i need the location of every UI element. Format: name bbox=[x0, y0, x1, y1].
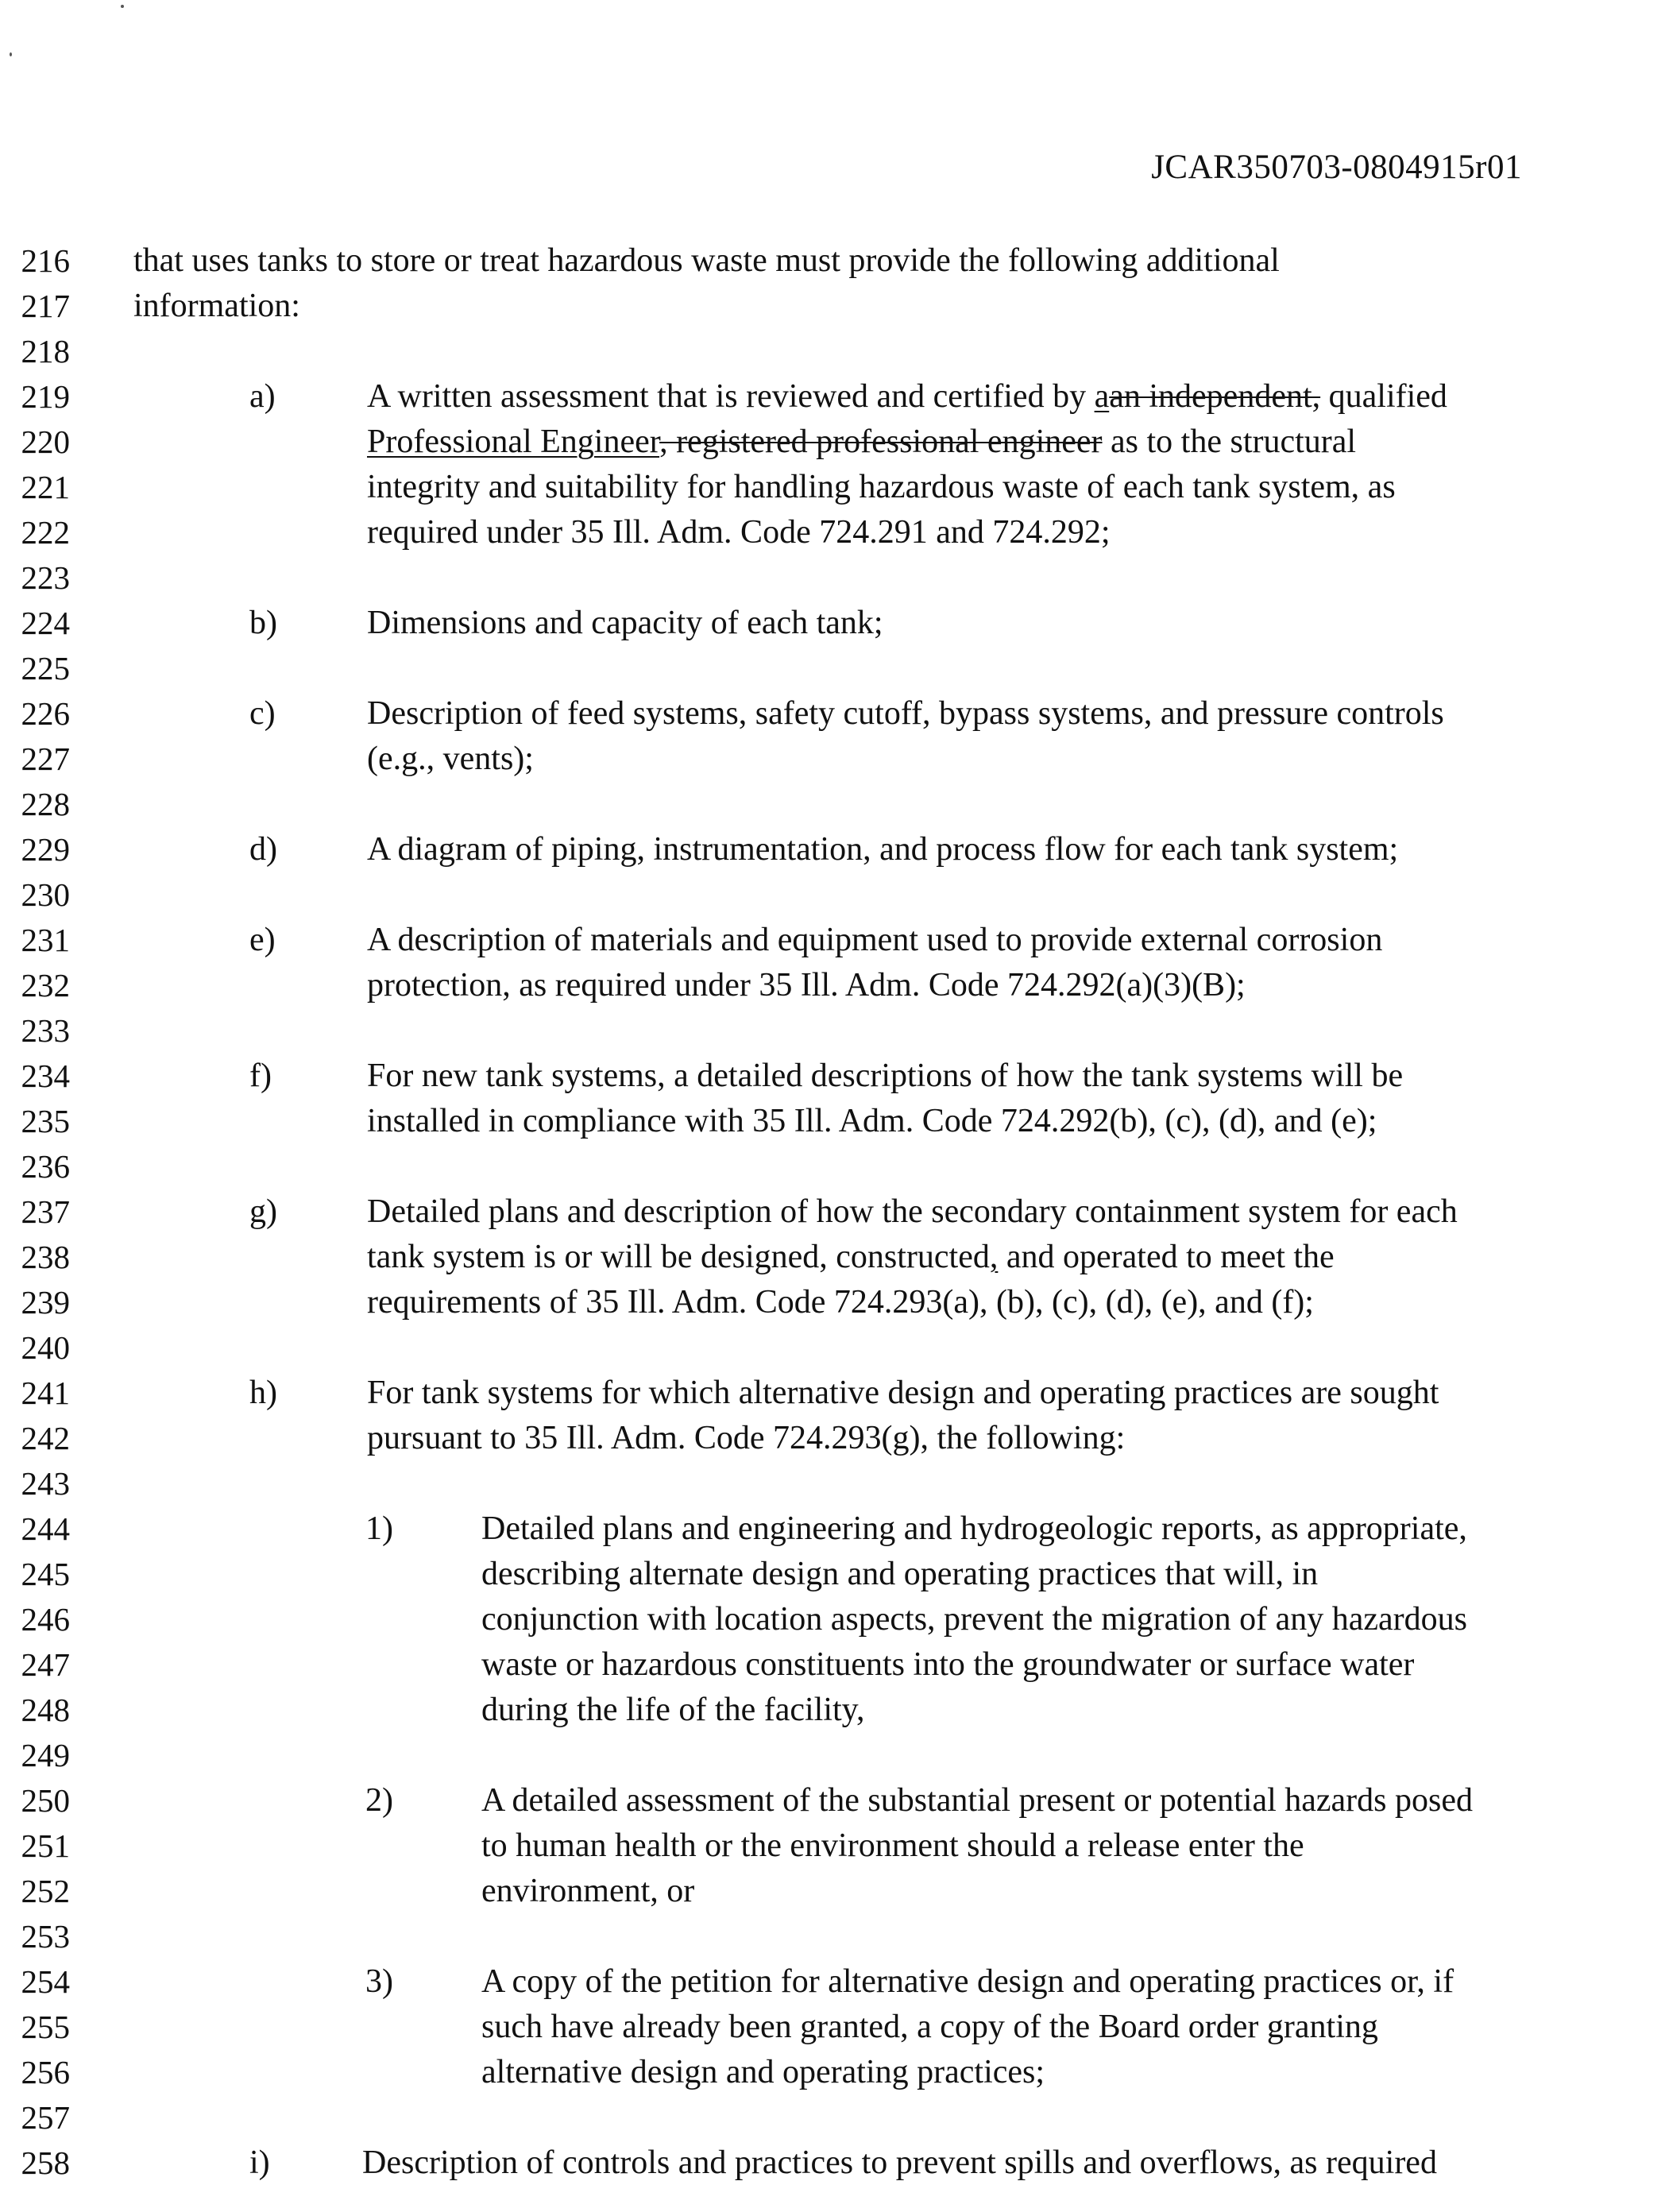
item-a-line: required under 35 Ill. Adm. Code 724.291 and 724.292; bbox=[367, 514, 1111, 551]
subitem-label-1: 1) bbox=[365, 1510, 393, 1547]
item-label-f: f) bbox=[249, 1058, 272, 1094]
line-number: 244 bbox=[21, 1510, 70, 1547]
subitem-1-line: Detailed plans and engineering and hydrogeologic reports, as appropriate, bbox=[481, 1510, 1467, 1547]
line-number: 237 bbox=[21, 1193, 70, 1230]
item-e-line: protection, as required under 35 Ill. Adm. Code 724.292(a)(3)(B); bbox=[367, 967, 1246, 1004]
item-label-i: i) bbox=[249, 2144, 270, 2181]
subitem-label-2: 2) bbox=[365, 1782, 393, 1819]
item-f-line: installed in compliance with 35 Ill. Adm. Code 724.292(b), (c), (d), and (e); bbox=[367, 1103, 1377, 1139]
item-b-line: Dimensions and capacity of each tank; bbox=[367, 605, 883, 641]
document-id: JCAR350703-0804915r01 bbox=[1151, 149, 1522, 186]
line-number: 222 bbox=[21, 514, 70, 551]
subitem-1-line: during the life of the facility, bbox=[481, 1692, 865, 1728]
item-i-line: Description of controls and practices to prevent spills and overflows, as required bbox=[362, 2144, 1437, 2181]
item-g-line: Detailed plans and description of how the secondary containment system for each bbox=[367, 1193, 1458, 1230]
line-number: 243 bbox=[21, 1465, 70, 1502]
line-number: 229 bbox=[21, 831, 70, 868]
item-g-line bbox=[367, 1235, 1335, 1280]
inserted-text: Professional Engineer bbox=[367, 423, 660, 460]
inserted-text: a bbox=[1094, 378, 1110, 415]
inserted-text: , bbox=[989, 1239, 999, 1275]
line-number: 227 bbox=[21, 741, 70, 777]
line-number: 221 bbox=[21, 469, 70, 505]
item-label-h: h) bbox=[249, 1375, 277, 1411]
line-number: 238 bbox=[21, 1239, 70, 1275]
text-run: and operated to meet the bbox=[998, 1239, 1335, 1275]
line-number: 231 bbox=[21, 922, 70, 958]
line-number: 242 bbox=[21, 1420, 70, 1456]
item-label-a: a) bbox=[249, 378, 276, 415]
deleted-text: an independent, bbox=[1109, 378, 1321, 415]
line-number: 249 bbox=[21, 1737, 70, 1773]
line-number: 245 bbox=[21, 1556, 70, 1592]
line-number: 230 bbox=[21, 876, 70, 913]
item-e-line: A description of materials and equipment used to provide external corrosion bbox=[367, 922, 1383, 958]
item-label-g: g) bbox=[249, 1193, 277, 1230]
item-label-c: c) bbox=[249, 695, 276, 732]
line-number: 226 bbox=[21, 695, 70, 732]
subitem-1-line: conjunction with location aspects, prevent the migration of any hazardous bbox=[481, 1601, 1467, 1638]
item-d-line: A diagram of piping, instrumentation, and process flow for each tank system; bbox=[367, 831, 1399, 868]
line-number: 223 bbox=[21, 559, 70, 596]
item-g-line: requirements of 35 Ill. Adm. Code 724.293(a), (b), (c), (d), (e), and (f); bbox=[367, 1284, 1314, 1321]
item-a-line bbox=[367, 420, 1356, 465]
intro-line: information: bbox=[133, 288, 300, 324]
subitem-1-line: waste or hazardous constituents into the groundwater or surface water bbox=[481, 1646, 1415, 1683]
line-number: 233 bbox=[21, 1012, 70, 1049]
line-number: 224 bbox=[21, 605, 70, 641]
line-number: 251 bbox=[21, 1827, 70, 1864]
item-c-line: (e.g., vents); bbox=[367, 741, 534, 777]
line-number: 216 bbox=[21, 242, 70, 279]
item-label-d: d) bbox=[249, 831, 277, 868]
line-number: 257 bbox=[21, 2099, 70, 2136]
item-label-b: b) bbox=[249, 605, 277, 641]
line-number: 258 bbox=[21, 2144, 70, 2181]
line-number: 253 bbox=[21, 1918, 70, 1955]
line-number: 255 bbox=[21, 2009, 70, 2045]
line-number: 241 bbox=[21, 1375, 70, 1411]
line-number: 246 bbox=[21, 1601, 70, 1638]
text-run: as to the structural bbox=[1102, 423, 1357, 460]
line-number: 247 bbox=[21, 1646, 70, 1683]
subitem-2-line: environment, or bbox=[481, 1873, 695, 1909]
scan-speck bbox=[10, 52, 12, 56]
item-h-line: For tank systems for which alternative design and operating practices are sought bbox=[367, 1375, 1439, 1411]
line-number: 236 bbox=[21, 1148, 70, 1185]
line-number: 219 bbox=[21, 378, 70, 415]
item-a-line bbox=[367, 374, 1447, 420]
item-c-line: Description of feed systems, safety cutoff, bypass systems, and pressure controls bbox=[367, 695, 1444, 732]
line-number: 235 bbox=[21, 1103, 70, 1139]
item-f-line: For new tank systems, a detailed descriptions of how the tank systems will be bbox=[367, 1058, 1404, 1094]
line-number: 225 bbox=[21, 650, 70, 686]
line-number: 232 bbox=[21, 967, 70, 1004]
item-label-e: e) bbox=[249, 922, 276, 958]
subitem-3-line: such have already been granted, a copy of the Board order granting bbox=[481, 2009, 1378, 2045]
scan-speck bbox=[121, 5, 124, 8]
subitem-2-line: to human health or the environment should a release enter the bbox=[481, 1827, 1304, 1864]
line-number: 239 bbox=[21, 1284, 70, 1321]
item-h-line: pursuant to 35 Ill. Adm. Code 724.293(g), the following: bbox=[367, 1420, 1126, 1456]
line-number: 234 bbox=[21, 1058, 70, 1094]
line-number: 217 bbox=[21, 288, 70, 324]
line-number: 254 bbox=[21, 1963, 70, 2000]
subitem-2-line: A detailed assessment of the substantial present or potential hazards posed bbox=[481, 1782, 1474, 1819]
text-run: tank system is or will be designed, constructed bbox=[367, 1239, 990, 1275]
line-number: 248 bbox=[21, 1692, 70, 1728]
line-number: 218 bbox=[21, 333, 70, 369]
subitem-label-3: 3) bbox=[365, 1963, 393, 2000]
subitem-1-line: describing alternate design and operating practices that will, in bbox=[481, 1556, 1319, 1592]
line-number: 250 bbox=[21, 1782, 70, 1819]
deleted-text: , registered professional engineer bbox=[659, 423, 1103, 460]
text-run: qualified bbox=[1320, 378, 1447, 415]
text-run: A written assessment that is reviewed and certified by bbox=[367, 378, 1095, 415]
line-number: 220 bbox=[21, 423, 70, 460]
item-a-line: integrity and suitability for handling hazardous waste of each tank system, as bbox=[367, 469, 1396, 505]
line-number: 256 bbox=[21, 2054, 70, 2090]
subitem-3-line: A copy of the petition for alternative design and operating practices or, if bbox=[481, 1963, 1454, 2000]
line-number: 228 bbox=[21, 786, 70, 822]
intro-line: that uses tanks to store or treat hazardous waste must provide the following additional bbox=[133, 242, 1280, 279]
line-number: 240 bbox=[21, 1329, 70, 1366]
line-number: 252 bbox=[21, 1873, 70, 1909]
subitem-3-line: alternative design and operating practices; bbox=[481, 2054, 1045, 2090]
